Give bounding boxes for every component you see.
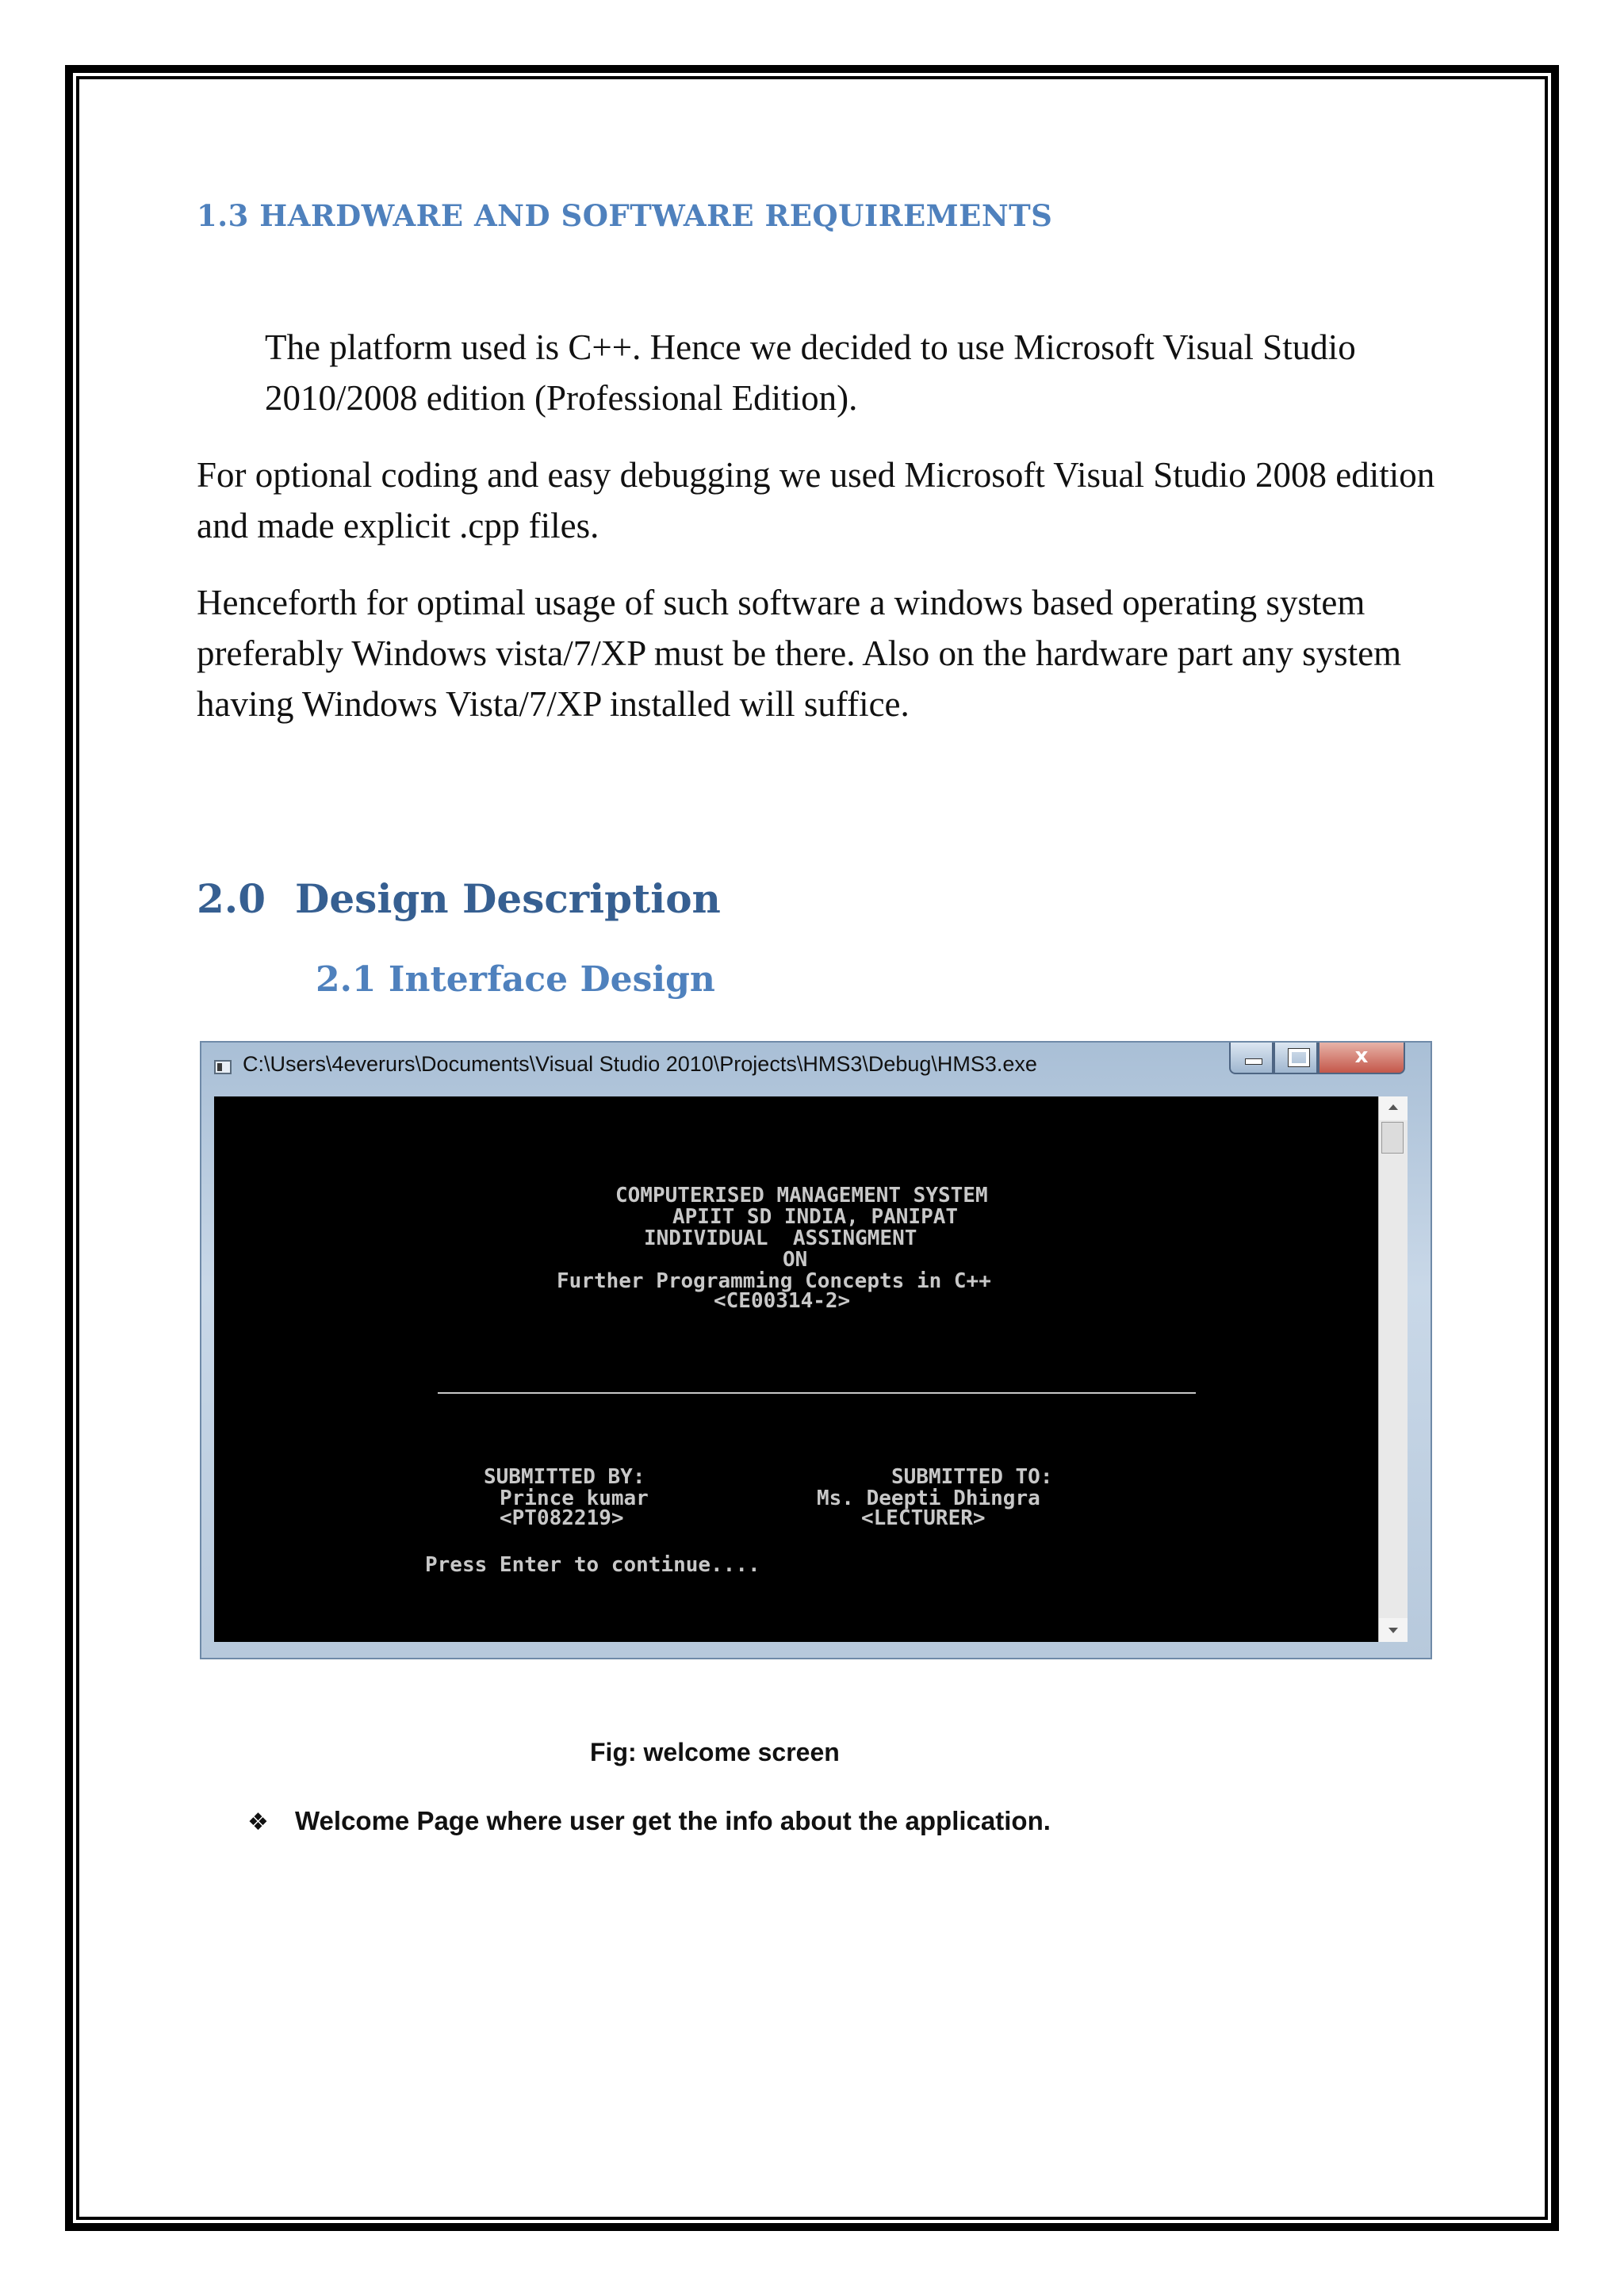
- bullet-diamond-icon: ❖: [247, 1808, 269, 1836]
- paragraph-platform: The platform used is C++. Hence we decided to use Microsoft Visual Studio 2010/2008 edition (Professional Edition).: [265, 327, 1356, 418]
- window-title: C:\Users\4everurs\Documents\Visual Studio 2010\Projects\HMS3\Debug\HMS3.exe: [243, 1052, 1037, 1076]
- submitted-to-label: SUBMITTED TO:: [891, 1465, 1053, 1489]
- submitted-by-name: Prince kumar: [500, 1487, 649, 1510]
- close-glyph: x: [1354, 1044, 1369, 1068]
- section-heading-1-3: 1.3 HARDWARE AND SOFTWARE REQUIREMENTS: [197, 198, 1053, 233]
- console-title-line-4: ON: [783, 1248, 808, 1272]
- continue-prompt: Press Enter to continue....: [425, 1553, 760, 1577]
- console-divider: [438, 1392, 1196, 1394]
- minimize-icon: [1229, 1043, 1274, 1074]
- figure-caption: Fig: welcome screen: [590, 1738, 840, 1766]
- submitted-by-id: <PT082219>: [500, 1506, 624, 1530]
- section-number: 2.0: [197, 875, 266, 922]
- section-title: Design Description: [295, 875, 721, 922]
- bullet-text: Welcome Page where user get the info about the application.: [295, 1806, 1051, 1835]
- scroll-down-icon: [1379, 1618, 1408, 1642]
- scroll-up-icon: [1379, 1096, 1408, 1120]
- scroll-thumb: [1381, 1122, 1404, 1154]
- console-scrollbar: [1378, 1096, 1408, 1642]
- submitted-to-role: <LECTURER>: [861, 1506, 986, 1530]
- console-app-icon: [214, 1060, 232, 1074]
- bullet-item: [247, 1806, 1051, 1836]
- console-title-line-2: APIIT SD INDIA, PANIPAT: [672, 1205, 959, 1229]
- paragraph-os-requirements: Henceforth for optimal usage of such software a windows based operating system preferably Windows vista/7/XP must be there. Also on the hardware part any system having Windows Vista/7/XP installed will suffice.: [197, 583, 1402, 724]
- window-titlebar: [201, 1043, 1431, 1095]
- paragraph-debugging: For optional coding and easy debugging we used Microsoft Visual Studio 2008 edition and made explicit .cpp files.: [197, 455, 1435, 545]
- console-title-line-5: Further Programming Concepts in C++: [557, 1269, 991, 1293]
- section-heading-2-0: [197, 875, 721, 922]
- console-title-line-3: INDIVIDUAL ASSINGMENT: [644, 1226, 917, 1250]
- maximize-icon: [1274, 1043, 1318, 1074]
- console-title-line-6: <CE00314-2>: [714, 1289, 851, 1313]
- submitted-by-label: SUBMITTED BY:: [484, 1465, 645, 1489]
- console-output: [214, 1096, 1402, 1642]
- console-window-screenshot: [200, 1041, 1432, 1659]
- close-icon: [1318, 1043, 1405, 1074]
- section-heading-2-1: 2.1 Interface Design: [316, 959, 715, 1000]
- console-title-line-1: COMPUTERISED MANAGEMENT SYSTEM: [615, 1184, 988, 1207]
- submitted-to-name: Ms. Deepti Dhingra: [817, 1487, 1040, 1510]
